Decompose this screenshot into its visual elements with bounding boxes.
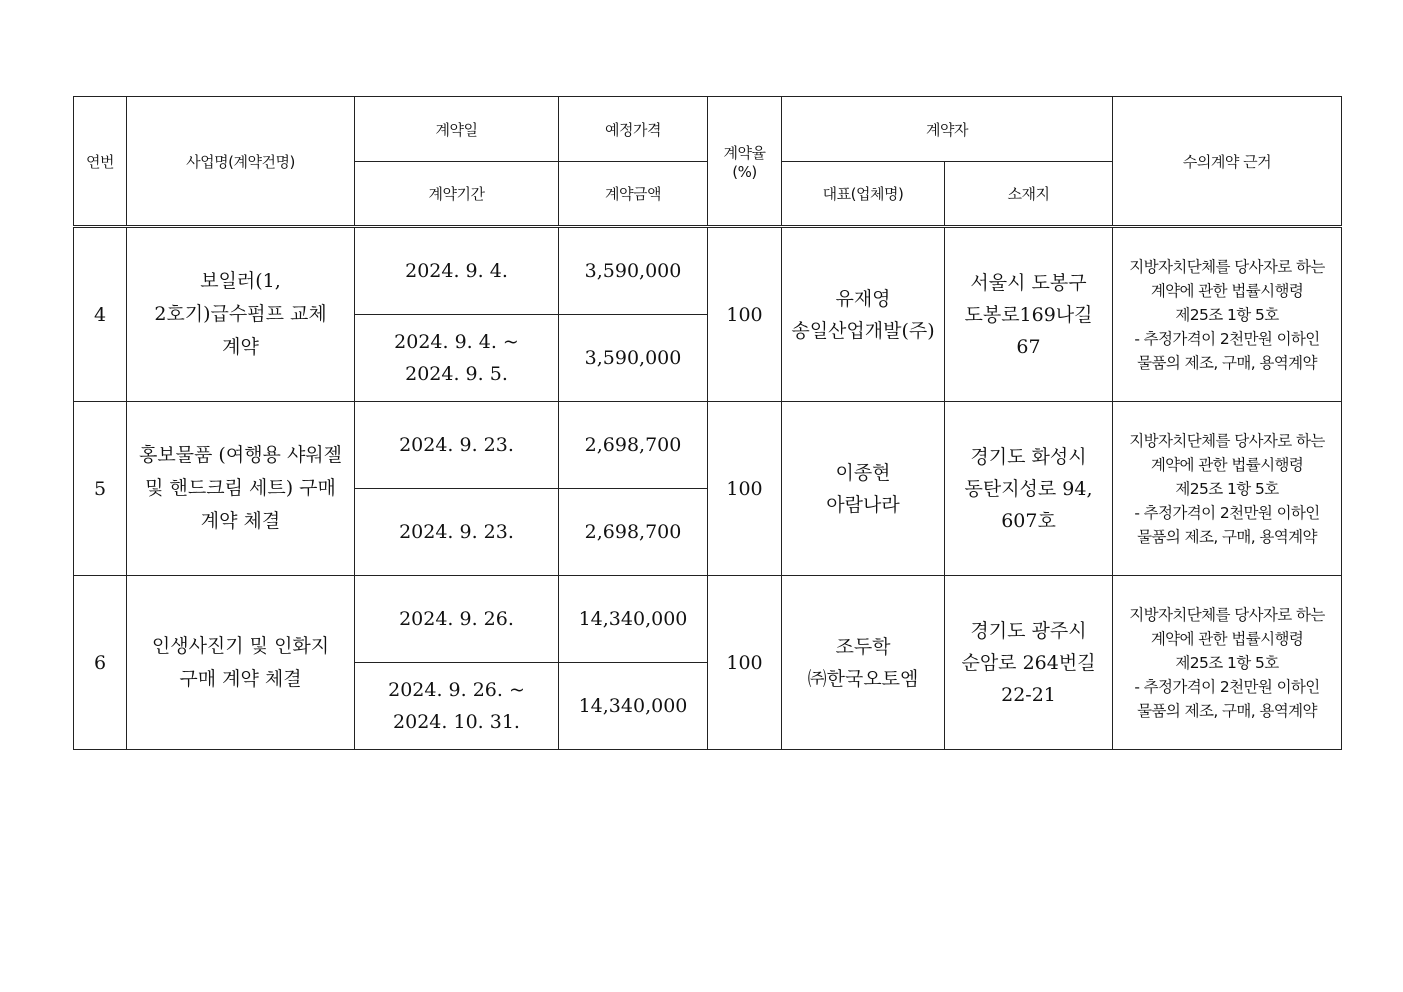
contracts-table bbox=[73, 96, 1342, 750]
header-project: 사업명(계약건명) bbox=[127, 97, 355, 227]
contract-rate: 100 bbox=[708, 402, 782, 576]
project-name bbox=[127, 227, 355, 402]
project-name-line: 계약 체결 bbox=[200, 510, 281, 532]
table-row bbox=[74, 402, 1342, 489]
contract-basis-line: 물품의 제조, 구매, 용역계약 bbox=[1137, 701, 1317, 720]
table-row bbox=[74, 227, 1342, 315]
project-name-line: 계약 bbox=[222, 336, 259, 358]
header-estimated-price: 예정가격 bbox=[559, 97, 708, 162]
contract-basis-line: 제25조 1항 5호 bbox=[1175, 479, 1279, 498]
contract-basis-line: 제25조 1항 5호 bbox=[1175, 305, 1279, 324]
contract-date: 2024. 9. 4. bbox=[355, 227, 559, 315]
header-representative: 대표(업체명) bbox=[782, 162, 945, 227]
location-line: 도봉로169나길 bbox=[964, 303, 1093, 326]
location bbox=[945, 402, 1113, 576]
representative bbox=[782, 402, 945, 576]
contract-amount: 2,698,700 bbox=[559, 489, 708, 576]
row-no: 4 bbox=[74, 227, 127, 402]
project-name-line: 구매 계약 체결 bbox=[179, 667, 302, 690]
location-line: 동탄지성로 94, bbox=[964, 477, 1093, 500]
location-line: 67 bbox=[1016, 335, 1041, 358]
table-row bbox=[74, 576, 1342, 663]
estimated-price: 14,340,000 bbox=[559, 576, 708, 663]
estimated-price: 2,698,700 bbox=[559, 402, 708, 489]
contract-period bbox=[355, 315, 559, 402]
contract-basis-line: 계약에 관한 법률시행령 bbox=[1150, 281, 1304, 300]
contract-period-line: 2024. 9. 26. ~ bbox=[388, 679, 525, 701]
contract-basis-line: 물품의 제조, 구매, 용역계약 bbox=[1137, 353, 1317, 372]
location bbox=[945, 227, 1113, 402]
project-name-line: 홍보물품 (여행용 샤워젤 bbox=[138, 444, 343, 466]
contract-date: 2024. 9. 26. bbox=[355, 576, 559, 663]
project-name-line: 및 핸드크림 세트) 구매 bbox=[145, 477, 336, 499]
contract-period-line: 2024. 10. 31. bbox=[393, 711, 520, 733]
row-no: 6 bbox=[74, 576, 127, 750]
location-line: 순암로 264번길 bbox=[961, 651, 1096, 674]
contract-basis bbox=[1113, 227, 1342, 402]
contract-basis-line: 지방자치단체를 당사자로 하는 bbox=[1129, 605, 1325, 624]
contract-period-line: 2024. 9. 23. bbox=[399, 521, 514, 543]
contract-rate: 100 bbox=[708, 576, 782, 750]
representative bbox=[782, 227, 945, 402]
contract-basis-line: 지방자치단체를 당사자로 하는 bbox=[1129, 431, 1325, 450]
project-name bbox=[127, 576, 355, 750]
table-body bbox=[74, 227, 1342, 750]
contract-period-line: 2024. 9. 5. bbox=[405, 363, 508, 385]
contract-basis-line: - 추정가격이 2천만원 이하인 bbox=[1134, 677, 1320, 696]
header-location: 소재지 bbox=[945, 162, 1113, 227]
contract-date: 2024. 9. 23. bbox=[355, 402, 559, 489]
header-contract-date: 계약일 bbox=[355, 97, 559, 162]
location-line: 경기도 광주시 bbox=[970, 619, 1087, 642]
contract-basis-line: 물품의 제조, 구매, 용역계약 bbox=[1137, 527, 1317, 546]
contract-basis-line: 제25조 1항 5호 bbox=[1175, 653, 1279, 672]
representative-line: 이종현 bbox=[835, 461, 891, 484]
contract-basis-line: - 추정가격이 2천만원 이하인 bbox=[1134, 329, 1320, 348]
contract-basis bbox=[1113, 576, 1342, 750]
contract-basis-line: - 추정가격이 2천만원 이하인 bbox=[1134, 503, 1320, 522]
header-rate-line2: (%) bbox=[732, 162, 757, 181]
contract-period bbox=[355, 663, 559, 750]
header-basis: 수의계약 근거 bbox=[1113, 97, 1342, 227]
header-rate-line1: 계약율 bbox=[723, 143, 766, 162]
contract-period bbox=[355, 489, 559, 576]
representative-line: 유재영 bbox=[835, 287, 891, 310]
location-line: 경기도 화성시 bbox=[970, 445, 1087, 468]
header-rate bbox=[708, 97, 782, 227]
representative-line: 조두학 bbox=[835, 635, 891, 658]
location bbox=[945, 576, 1113, 750]
representative bbox=[782, 576, 945, 750]
contract-rate: 100 bbox=[708, 227, 782, 402]
contract-amount: 3,590,000 bbox=[559, 315, 708, 402]
project-name bbox=[127, 402, 355, 576]
project-name-line: 보일러(1, bbox=[200, 270, 281, 292]
project-name-line: 2호기)급수펌프 교체 bbox=[154, 303, 327, 325]
representative-line: 송일산업개발(주) bbox=[791, 319, 935, 342]
contract-basis-line: 지방자치단체를 당사자로 하는 bbox=[1129, 257, 1325, 276]
contract-period-line: 2024. 9. 4. ~ bbox=[394, 331, 519, 353]
contract-amount: 14,340,000 bbox=[559, 663, 708, 750]
location-line: 22-21 bbox=[1001, 683, 1056, 706]
project-name-line: 인생사진기 및 인화지 bbox=[151, 634, 330, 657]
location-line: 607호 bbox=[1001, 509, 1056, 532]
row-no: 5 bbox=[74, 402, 127, 576]
contract-basis bbox=[1113, 402, 1342, 576]
header-contract-amount: 계약금액 bbox=[559, 162, 708, 227]
estimated-price: 3,590,000 bbox=[559, 227, 708, 315]
representative-line: ㈜한국오토엠 bbox=[807, 667, 919, 690]
header-no: 연번 bbox=[74, 97, 127, 227]
header-contractor: 계약자 bbox=[782, 97, 1113, 162]
representative-line: 아람나라 bbox=[826, 493, 900, 516]
location-line: 서울시 도봉구 bbox=[970, 271, 1087, 294]
table-header bbox=[74, 97, 1342, 227]
contract-basis-line: 계약에 관한 법률시행령 bbox=[1150, 455, 1304, 474]
header-contract-period: 계약기간 bbox=[355, 162, 559, 227]
contract-basis-line: 계약에 관한 법률시행령 bbox=[1150, 629, 1304, 648]
